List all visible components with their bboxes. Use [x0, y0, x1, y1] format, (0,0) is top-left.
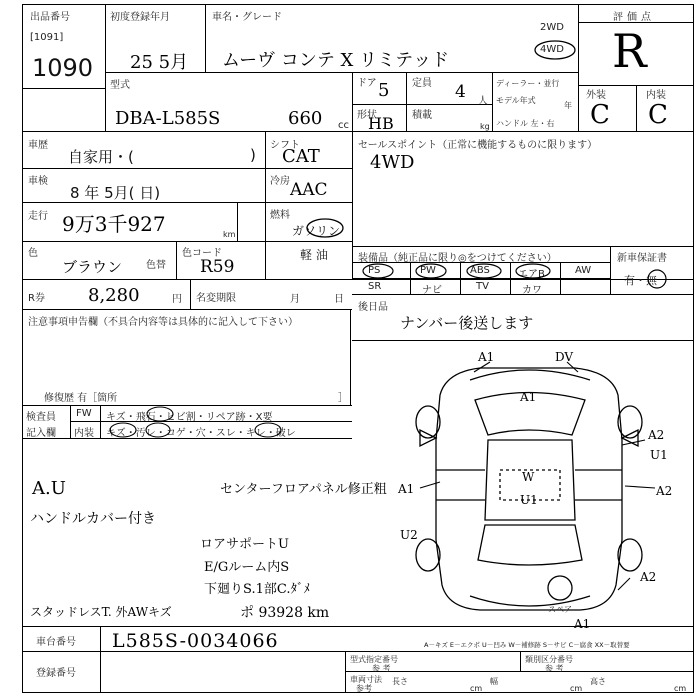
equip-pw: PW — [420, 265, 436, 276]
model-label: 型式 — [110, 80, 130, 91]
int-label: 内装 — [74, 428, 94, 439]
mark-bottom-a1: A1 — [574, 617, 591, 631]
mark-right-u1: U1 — [650, 448, 668, 462]
handle-label: ハンドル 左・右 — [496, 119, 555, 128]
inspection-value: 8 年 5月( 日) — [70, 184, 161, 202]
chassis-value: L585S-0034066 — [112, 630, 279, 652]
car-name-value: ムーヴ コンテ X リミテッド — [222, 50, 450, 71]
color-change-label: 色替 — [146, 260, 166, 271]
warranty-value: 有・無 — [624, 274, 657, 287]
cm-width: cm — [570, 684, 583, 693]
post-doc-value: ナンバー後送します — [400, 314, 534, 332]
comment-au: A.U — [32, 478, 66, 499]
displacement-unit: cc — [338, 120, 349, 131]
class-label: 類別区分番号 — [525, 655, 573, 664]
comment-handle-cover: ハンドルカバー付き — [30, 511, 156, 527]
score-value: R — [612, 24, 647, 78]
aircon-label: 冷房 — [270, 176, 290, 187]
fw-items: キズ・飛石・ヒビ割・リペア跡・X要 — [106, 412, 273, 423]
fuel-label: 燃料 — [270, 210, 290, 221]
comment-underbody: 下廻りS.1部C.ﾀﾞﾒ — [204, 582, 310, 597]
class-sub: 参 考 — [545, 664, 564, 673]
cm-length: cm — [470, 684, 483, 693]
width-label: 幅 — [490, 677, 498, 686]
mileage-label: 走行 — [28, 211, 48, 222]
load-unit: kg — [480, 122, 490, 131]
history-value: 自家用・( — [68, 148, 134, 166]
drive-4wd: 4WD — [540, 44, 564, 55]
inspector-label-2: 記入欄 — [26, 428, 56, 439]
sales-value: 4WD — [370, 152, 415, 173]
drive-2wd: 2WD — [540, 22, 564, 33]
equipment-label: 装備品（純正品に限り◎をつけてください） — [358, 253, 557, 264]
comment-center-floor: センターフロアパネル修正粗 — [220, 482, 387, 497]
color-code-label: 色コード — [182, 248, 222, 259]
equip-sr: SR — [368, 281, 382, 292]
sales-label: セールスポイント（正常に機能するものに限ります） — [358, 140, 598, 151]
tax-day: 日 — [334, 294, 344, 305]
dims-label: 車両寸法 — [350, 675, 382, 684]
mark-roof: A1 — [520, 390, 537, 404]
mileage-unit: km — [223, 230, 236, 239]
load-label: 積載 — [412, 110, 432, 121]
mark-center-w: W — [522, 470, 535, 484]
doors-label: ドア — [357, 78, 377, 89]
exterior-value: C — [590, 100, 610, 130]
repair-label: 修復歴 有［箇所 — [44, 393, 118, 404]
chassis-label: 車台番号 — [36, 637, 76, 648]
r-ticket-unit: 円 — [172, 294, 182, 305]
fuel-diesel: 軽 油 — [300, 248, 328, 262]
aircon-value: AAC — [290, 180, 328, 200]
interior-value: C — [648, 100, 668, 130]
mark-right-a2: A2 — [648, 428, 665, 442]
first-reg-label: 初度登録年月 — [110, 12, 170, 23]
r-ticket-label: R券 — [28, 293, 45, 304]
equip-aw: AW — [575, 265, 592, 276]
score-label: 評価点 — [613, 12, 655, 23]
mark-left-u2: U2 — [400, 528, 418, 542]
tax-deadline-label: 名変期限 — [196, 293, 236, 304]
comment-engine-room: E/Gルーム内S — [204, 560, 290, 575]
int-items: キズ・汚レ・コゲ・穴・スレ・キレ・破レ — [106, 428, 296, 439]
inspection-label: 車検 — [28, 176, 48, 187]
interior-label: 内装 — [646, 90, 666, 101]
mark-right-a2b: A2 — [656, 484, 673, 498]
cm-height: cm — [674, 684, 687, 693]
capacity-value: 4 — [455, 82, 466, 102]
mileage-value: 9万3千927 — [62, 212, 166, 236]
mark-bottom-a2: A2 — [640, 570, 657, 584]
length-label: 長さ — [392, 677, 408, 686]
notes-label: 注意事項申告欄（不具合内容等は具体的に記入して下さい） — [28, 317, 298, 328]
first-reg-value: 25 5月 — [130, 52, 189, 73]
model-value: DBA-L585S — [115, 108, 221, 129]
equip-tv: TV — [476, 281, 489, 292]
r-ticket-value: 8,280 — [88, 285, 140, 306]
shape-value: HB — [368, 114, 394, 133]
model-year-label: モデル年式 — [496, 96, 536, 105]
tax-month: 月 — [290, 294, 300, 305]
equip-airbag: エアB — [518, 269, 545, 280]
reg-label: 登録番号 — [36, 668, 76, 679]
shift-label: シフト — [270, 140, 300, 151]
inspector-label-1: 検査員 — [26, 412, 56, 423]
equip-ps: PS — [368, 265, 381, 276]
comment-odometer: ポ 93928 km — [240, 605, 330, 621]
type-cert-sub: 参 考 — [372, 664, 391, 673]
shift-value: CAT — [282, 146, 320, 167]
mark-top-right: DV — [555, 350, 574, 364]
damage-legend: A－キズ E－エクボ U－凹み W－補修跡 S－サビ C－腐食 XX－取替要 — [424, 641, 630, 649]
equip-leather: カワ — [522, 285, 542, 296]
exterior-label: 外装 — [586, 90, 606, 101]
type-cert-label: 型式指定番号 — [350, 655, 398, 664]
shape-label: 形状 — [357, 110, 377, 121]
warranty-label: 新車保証書 — [617, 253, 667, 264]
height-label: 高さ — [590, 677, 606, 686]
equip-abs: ABS — [470, 265, 490, 276]
mark-top-left: A1 — [478, 350, 495, 364]
doors-value: 5 — [378, 80, 390, 101]
lot-number: 1090 — [32, 54, 94, 82]
color-label: 色 — [28, 248, 38, 259]
history-label: 車歴 — [28, 140, 48, 151]
color-value: ブラウン — [62, 258, 123, 276]
color-code-value: R59 — [200, 257, 235, 277]
comment-studless: スタッドレスT. 外AWキズ — [30, 605, 172, 619]
comment-lower-support: ロアサポートU — [200, 537, 289, 552]
repair-close: ］ — [338, 393, 348, 404]
mark-left-a1: A1 — [398, 482, 415, 496]
model-year-unit: 年 — [564, 101, 572, 110]
fuel-gas: ガソリン — [292, 224, 341, 238]
post-doc-label: 後日品 — [358, 302, 388, 313]
lot-sub: [1091] — [30, 32, 64, 43]
dims-ref: 参考 — [356, 684, 372, 693]
equip-navi: ナビ — [422, 285, 442, 296]
history-close: ) — [250, 146, 256, 164]
mark-center-u1: U1 — [520, 493, 538, 507]
dealer-label: ディーラー・並行 — [496, 79, 560, 88]
lot-label: 出品番号 — [30, 12, 70, 23]
fw-label: FW — [76, 408, 92, 419]
displacement-value: 660 — [288, 108, 323, 129]
car-name-label: 車名・グレード — [212, 12, 282, 23]
capacity-unit: 人 — [478, 96, 488, 107]
spare-label: スペア — [548, 605, 572, 614]
capacity-label: 定員 — [412, 78, 432, 89]
